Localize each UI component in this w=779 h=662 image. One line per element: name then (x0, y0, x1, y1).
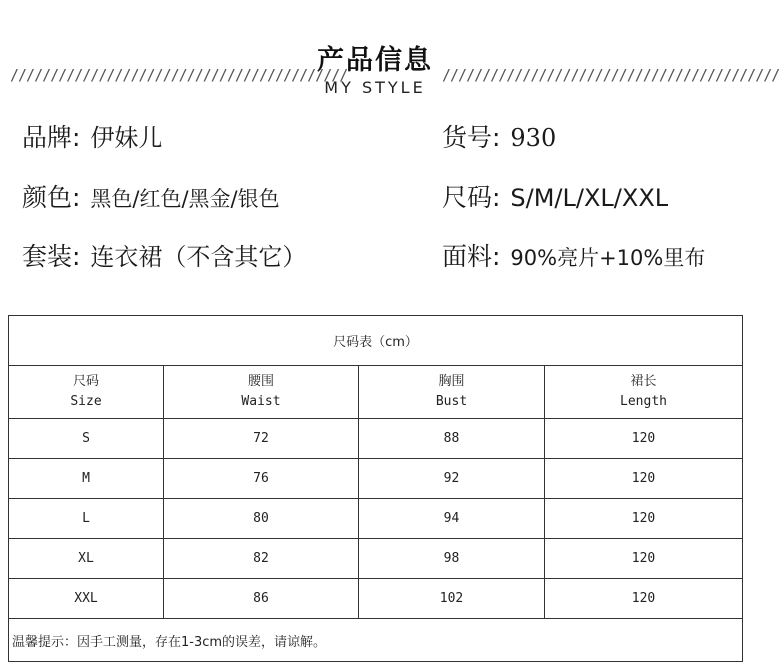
info-set (22, 237, 306, 277)
info-fabric-value: 90%亮片+10%里布 (510, 246, 706, 270)
cell-waist: 82 (164, 539, 359, 579)
cell-bust: 92 (359, 459, 545, 499)
header-length-en: Length (620, 394, 667, 409)
info-size-label: 尺码 (442, 183, 493, 212)
size-table-header-length (545, 366, 743, 419)
info-size (442, 178, 668, 218)
table-row (9, 499, 743, 539)
info-fabric-colon: : (492, 242, 501, 271)
cell-bust: 94 (359, 499, 545, 539)
cell-waist: 86 (164, 579, 359, 619)
info-color (22, 178, 280, 218)
cell-length: 120 (545, 459, 743, 499)
size-table-header-size (9, 366, 164, 419)
table-row (9, 579, 743, 619)
cell-size: L (9, 499, 164, 539)
measurement-note: 温馨提示：因手工测量，存在1-3cm的误差，请谅解。 (9, 619, 743, 662)
info-size-colon: : (492, 183, 501, 212)
header-bust-en: Bust (435, 394, 468, 409)
cell-length: 120 (545, 539, 743, 579)
cell-bust: 98 (359, 539, 545, 579)
size-table (8, 315, 743, 662)
table-row (9, 419, 743, 459)
cell-size: S (9, 419, 164, 459)
info-color-value: 黑色/红色/黑金/银色 (90, 187, 280, 211)
info-item-no-value: 930 (510, 124, 557, 152)
cell-size: XXL (9, 579, 164, 619)
info-brand-colon: : (72, 123, 81, 152)
cell-waist: 72 (164, 419, 359, 459)
info-item-no (442, 118, 556, 158)
header-size-zh: 尺码 (72, 374, 99, 389)
info-color-label: 颜色 (22, 183, 73, 212)
info-set-colon: : (72, 242, 81, 271)
cell-length: 120 (545, 419, 743, 459)
size-table-caption: 尺码表（cm） (9, 316, 743, 366)
cell-waist: 80 (164, 499, 359, 539)
header-length-zh: 裙长 (630, 374, 657, 389)
info-size-value: S/M/L/XL/XXL (510, 184, 669, 212)
table-row (9, 459, 743, 499)
info-item-no-label: 货号 (442, 123, 493, 152)
header-waist-zh: 腰围 (247, 374, 274, 389)
info-brand-value: 伊妹儿 (90, 124, 163, 152)
info-fabric-label: 面料 (442, 242, 493, 271)
info-color-colon: : (72, 183, 81, 212)
cell-size: XL (9, 539, 164, 579)
size-table-header-waist (164, 366, 359, 419)
page-subtitle: MY STYLE (324, 78, 426, 97)
header-divider-left: ////////////////////////////////////////// (10, 66, 348, 84)
header-divider-right: ////////////////////////////////////////// (442, 66, 779, 84)
header-bust-zh: 胸围 (438, 374, 465, 389)
cell-size: M (9, 459, 164, 499)
cell-bust: 88 (359, 419, 545, 459)
info-set-value: 连衣裙（不含其它） (90, 243, 307, 271)
header-size-en: Size (70, 394, 102, 409)
page-title: 产品信息 (317, 45, 433, 76)
header-waist-en: Waist (241, 394, 281, 409)
cell-length: 120 (545, 579, 743, 619)
table-row (9, 539, 743, 579)
cell-waist: 76 (164, 459, 359, 499)
info-brand (22, 118, 162, 158)
info-set-label: 套装 (22, 242, 73, 271)
cell-bust: 102 (359, 579, 545, 619)
info-brand-label: 品牌 (22, 123, 73, 152)
size-table-header-row (9, 366, 743, 419)
info-item-no-colon: : (492, 123, 501, 152)
info-fabric (442, 237, 705, 277)
size-table-header-bust (359, 366, 545, 419)
cell-length: 120 (545, 499, 743, 539)
